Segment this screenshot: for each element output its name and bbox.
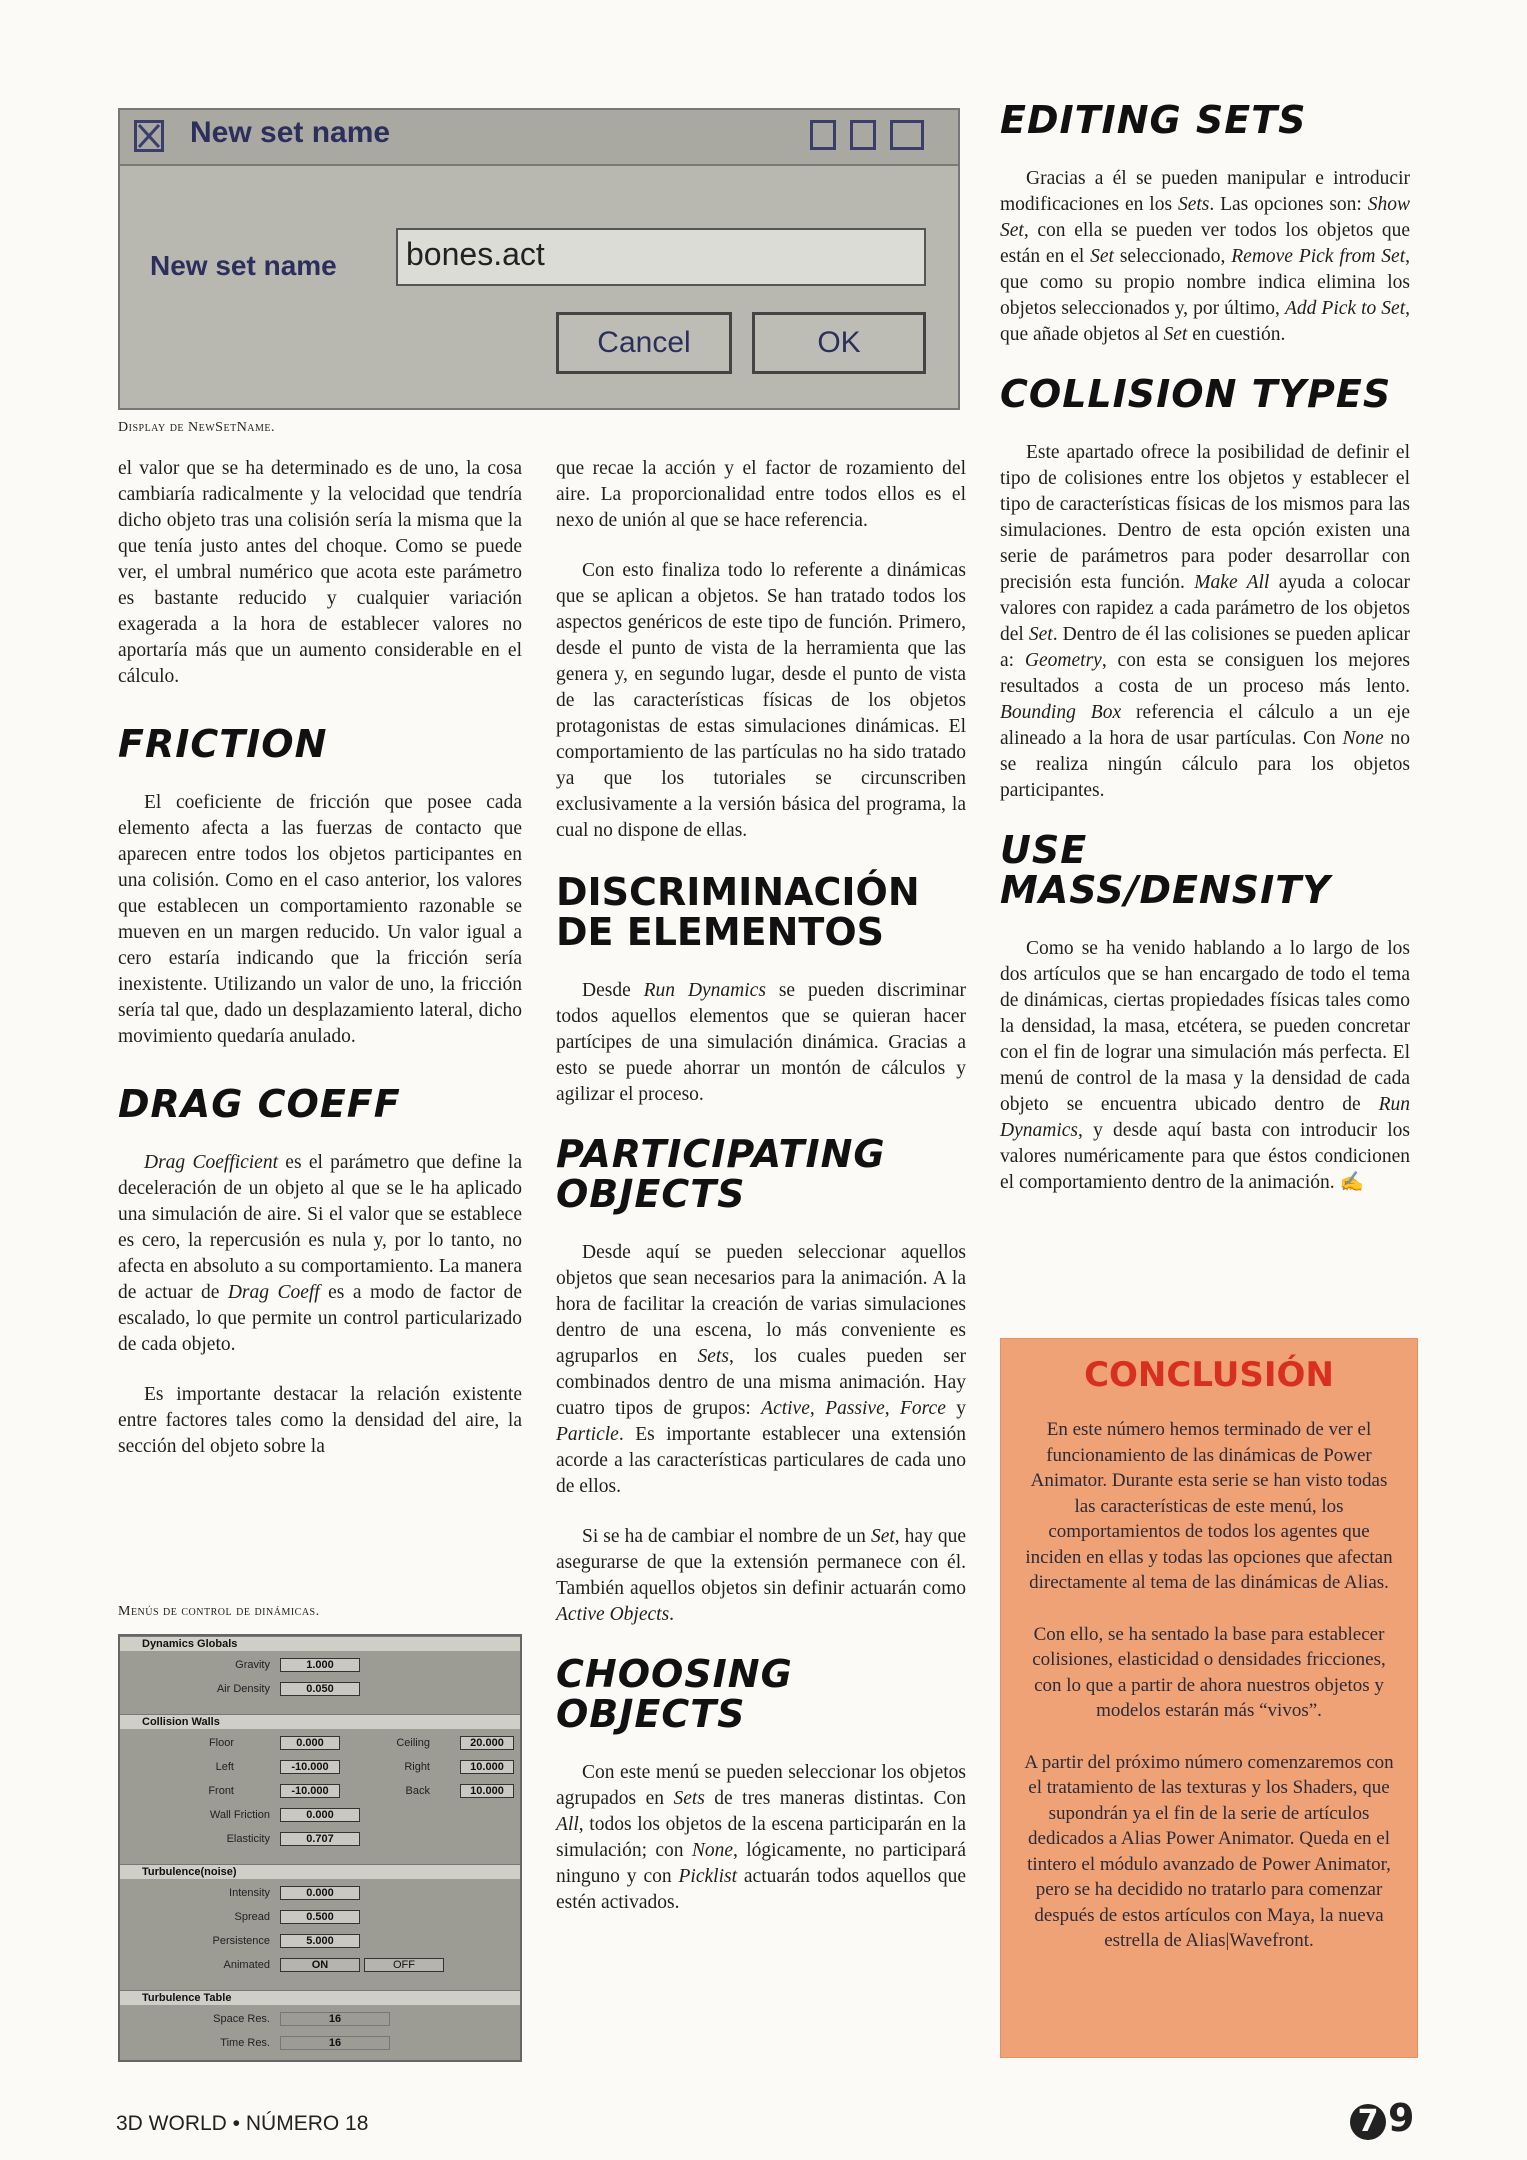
column-3 xyxy=(1000,100,1410,1220)
back-label: Back xyxy=(405,1785,430,1797)
persistence-label: Persistence xyxy=(212,1935,270,1947)
front-field[interactable]: -10.000 xyxy=(280,1784,340,1798)
section-dynamics-globals[interactable]: Dynamics Globals xyxy=(120,1636,520,1651)
heading-friction: FRICTION xyxy=(118,722,328,766)
column-1 xyxy=(118,456,522,1484)
heading-drag-coeff: DRAG COEFF xyxy=(118,1082,401,1126)
spread-field[interactable]: 0.500 xyxy=(280,1910,360,1924)
heading-collision-types: COLLISION TYPES xyxy=(1000,372,1392,416)
paragraph: Este apartado ofrece la posibilidad de definir el tipo de colisiones entre los objetos y establecer el tipo de características físicas de los mismos para las simulaciones. Dentro de esta opción existen una serie de parámetros para poder desarrollar con precisión esta función. Make All ayuda a colocar valores con rapidez a cada parámetro de los objetos del Set. Dentro de él las colisiones se pueden aplicar a: Geometry, con esta se consiguen los mejores resultados a costa de un proceso más lento. Bounding Box referencia el cálculo a un eje alineado a la hora de usar partículas. Con None no se realiza ningún cálculo para los objetos participantes. xyxy=(1000,442,1411,801)
heading-use-mass-density: USE MASS/DENSITY xyxy=(1000,828,1331,912)
paragraph: Es importante destacar la relación existente entre factores tales como la densidad del aire, la sección del objeto sobre la xyxy=(118,1384,522,1457)
paragraph: Con este menú se pueden seleccionar los objetos agrupados en Sets de tres maneras distintas. Con All, todos los objetos de la escena participarán en la simulación; con None, lógicamente, no participará ninguno y con Picklist actuarán todos aquellos que estén activados. xyxy=(556,1762,966,1913)
section-turbulence-noise[interactable]: Turbulence(noise) xyxy=(120,1864,520,1879)
dynamics-menu-panel xyxy=(118,1634,522,2062)
back-field[interactable]: 10.000 xyxy=(460,1784,514,1798)
left-label: Left xyxy=(215,1761,234,1773)
page-number: 7 9 xyxy=(1350,2096,1414,2140)
pen-end-icon: ✍ xyxy=(1339,1172,1364,1193)
animated-on-button[interactable]: ON xyxy=(280,1958,360,1972)
resize-icon[interactable] xyxy=(810,120,836,150)
animated-label: Animated xyxy=(223,1959,270,1971)
air-density-field[interactable]: 0.050 xyxy=(280,1682,360,1696)
animated-off-button[interactable]: OFF xyxy=(364,1958,444,1972)
gravity-label: Gravity xyxy=(235,1659,270,1671)
footer-publication: 3D WORLD • NÚMERO 18 xyxy=(116,2112,369,2135)
conclusion-paragraph: En este número hemos terminado de ver el funcionamiento de las dinámicas de Power Animator. Durante esta serie se han visto todas las características de este menú, los comportamientos de todos los agentes que inciden en ellas y todas las opciones que afectan directamente al tema de las dinámicas de Alias. xyxy=(1025,1419,1393,1593)
intensity-label: Intensity xyxy=(229,1887,270,1899)
paragraph: que recae la acción y el factor de rozamiento del aire. La proporcionalidad entre todos ellos es el nexo de unión al que se hace referencia. xyxy=(556,458,966,531)
paragraph: Si se ha de cambiar el nombre de un Set, hay que asegurarse de que la extensión permanece con él. También aquellos objetos sin definir actuarán como Active Objects. xyxy=(556,1526,967,1625)
heading-choosing-objects: CHOOSING OBJECTS xyxy=(556,1652,793,1736)
wall-friction-label: Wall Friction xyxy=(209,1809,270,1821)
right-label: Right xyxy=(404,1761,430,1773)
maximize-icon[interactable] xyxy=(890,120,924,150)
close-icon[interactable] xyxy=(134,120,164,152)
floor-label: Floor xyxy=(208,1737,234,1749)
heading-discriminacion: DISCRIMINACIÓN DE ELEMENTOS xyxy=(556,870,920,954)
right-field[interactable]: 10.000 xyxy=(460,1760,514,1774)
wall-friction-field[interactable]: 0.000 xyxy=(280,1808,360,1822)
ceiling-label: Ceiling xyxy=(396,1737,430,1749)
em-term: Drag Coeff xyxy=(227,1282,320,1303)
time-res-field[interactable]: 16 xyxy=(280,2036,390,2050)
elasticity-label: Elasticity xyxy=(226,1833,270,1845)
caption-menus: Menús de control de dinámicas. xyxy=(118,1604,320,1619)
column-2 xyxy=(556,456,966,1940)
caption-dialog: Display de NewSetName. xyxy=(118,420,276,435)
conclusion-box xyxy=(1000,1338,1418,2058)
space-res-label: Space Res. xyxy=(213,2013,270,2025)
paragraph: Gracias a él se pueden manipular e introducir modificaciones en los Sets. Las opciones son: Show Set, con ella se pueden ver todos los objetos que están en el Set seleccionado, Remove Pick from Set, que como su propio nombre indica elimina los objetos seleccionados y, por último, Add Pick to Set, que añade objetos al Set en cuestión. xyxy=(1000,168,1411,345)
minimize-icon[interactable] xyxy=(850,120,876,150)
elasticity-field[interactable]: 0.707 xyxy=(280,1832,360,1846)
heading-editing-sets: EDITING SETS xyxy=(1000,98,1307,142)
cancel-button[interactable]: Cancel xyxy=(556,312,732,374)
set-name-input[interactable]: bones.act xyxy=(396,228,926,286)
left-field[interactable]: -10.000 xyxy=(280,1760,340,1774)
space-res-field[interactable]: 16 xyxy=(280,2012,390,2026)
gravity-field[interactable]: 1.000 xyxy=(280,1658,360,1672)
ceiling-field[interactable]: 20.000 xyxy=(460,1736,514,1750)
conclusion-paragraph: Con ello, se ha sentado la base para establecer colisiones, elasticidad o densidades fricciones, con lo que a partir de ahora nuestros objetos y modelos estarán más “vivos”. xyxy=(1032,1623,1386,1721)
page-number-circled: 7 xyxy=(1350,2104,1386,2140)
paragraph: Desde aquí se pueden seleccionar aquellos objetos que sean necesarios para la animación. A la hora de facilitar la creación de varias simulaciones dentro de una escena, lo más conveniente es agruparlos en Sets, los cuales pueden ser combinados dentro de una misma animación. Hay cuatro tipos de grupos: Active, Passive, Force y Particle. Es importante establecer una extensión acorde a las características particulares de cada uno de ellos. xyxy=(556,1242,967,1497)
intensity-field[interactable]: 0.000 xyxy=(280,1886,360,1900)
heading-participating-objects: PARTICIPATING OBJECTS xyxy=(556,1132,886,1216)
spread-label: Spread xyxy=(234,1911,270,1923)
air-density-label: Air Density xyxy=(216,1683,270,1695)
paragraph: El coeficiente de fricción que posee cada elemento afecta a las fuerzas de contacto que aparecen entre todos los objetos participantes en una colisión. Como en el caso anterior, los valores que establecen un comportamiento razonable se mueven en un margen reducido. Un valor igual a cero estaría indicando que la fricción sería inexistente. Utilizando un valor de uno, la fricción sería tal que, dado un desplazamiento lateral, dicho movimiento quedaría anulado. xyxy=(118,792,522,1047)
em-term: Run Dynamics xyxy=(643,980,766,1001)
time-res-label: Time Res. xyxy=(220,2037,270,2049)
conclusion-title: CONCLUSIÓN xyxy=(1084,1355,1334,1395)
section-turbulence-table[interactable]: Turbulence Table xyxy=(120,1990,520,2005)
paragraph: Como se ha venido hablando a lo largo de los dos artículos que se han encargado de todo el tema de dinámicas, ciertas propiedades físicas tales como la densidad, la masa, etcétera, se pueden concretar con el fin de lograr una simulación más perfecta. El menú de control de la masa y la densidad de cada objeto se encuentra ubicado dentro de Run Dynamics, y desde aquí basta con introducir los valores numéricamente para que éstos condicionen el comportamiento dentro de la animación. ✍ xyxy=(1000,938,1410,1193)
front-label: Front xyxy=(208,1785,234,1797)
floor-field[interactable]: 0.000 xyxy=(280,1736,340,1750)
conclusion-paragraph: A partir del próximo número comenzaremos con el tratamiento de las texturas y los Shaders, que supondrán ya el fin de la serie de artículos dedicados a Alias Power Animator. Queda en el tintero el módulo avanzado de Power Animator, pero se ha decidido no tratarlo para comenzar después de estos artículos con Maya, la nueva estrella de Alias|Wavefront. xyxy=(1024,1751,1394,1951)
ok-button[interactable]: OK xyxy=(752,312,926,374)
paragraph: Con esto finaliza todo lo referente a dinámicas que se aplican a objetos. Se han tratado todos los aspectos genéricos de este tipo de función. Primero, desde el punto de vista de la herramienta que las genera y, en segundo lugar, desde el punto de vista de las características físicas de los objetos protagonistas de estas simulaciones dinámicas. El comportamiento de las partículas no ha sido tratado ya que los tutoriales se circunscriben exclusivamente a la versión básica del programa, la cual no dispone de ellas. xyxy=(556,560,966,841)
dialog-titlebar xyxy=(120,110,958,166)
new-set-name-dialog xyxy=(118,108,960,410)
paragraph: Desde Run Dynamics se pueden discriminar todos aquellos elementos que se quieran hacer partícipes de una simulación dinámica. Gracias a esto se puede ahorrar un montón de cálculos y agilizar el proceso. xyxy=(556,980,966,1105)
paragraph: Drag Coefficient es el parámetro que define la deceleración de un objeto al que se le ha aplicado una simulación de aire. Si el valor que se establece es cero, la repercusión es nula y, por lo tanto, no afecta en absoluto a su comportamiento. La manera de actuar de Drag Coeff es a modo de factor de escalado, lo que permite un control particularizado de cada objeto. xyxy=(118,1152,523,1355)
dialog-title: New set name xyxy=(190,116,391,149)
persistence-field[interactable]: 5.000 xyxy=(280,1934,360,1948)
set-name-label: New set name xyxy=(150,250,337,281)
em-term: Drag Coefficient xyxy=(144,1152,279,1173)
paragraph: el valor que se ha determinado es de uno, la cosa cambiaría radicalmente y la velocidad que tendría dicho objeto tras una colisión sería la misma que la que tenía justo antes del choque. Como se puede ver, el umbral numérico que acota este parámetro es bastante reducido y cualquier variación exagerada a la hora de establecer valores no aportaría más que un aumento considerable en el cálculo. xyxy=(118,458,522,687)
section-collision-walls[interactable]: Collision Walls xyxy=(120,1714,520,1729)
